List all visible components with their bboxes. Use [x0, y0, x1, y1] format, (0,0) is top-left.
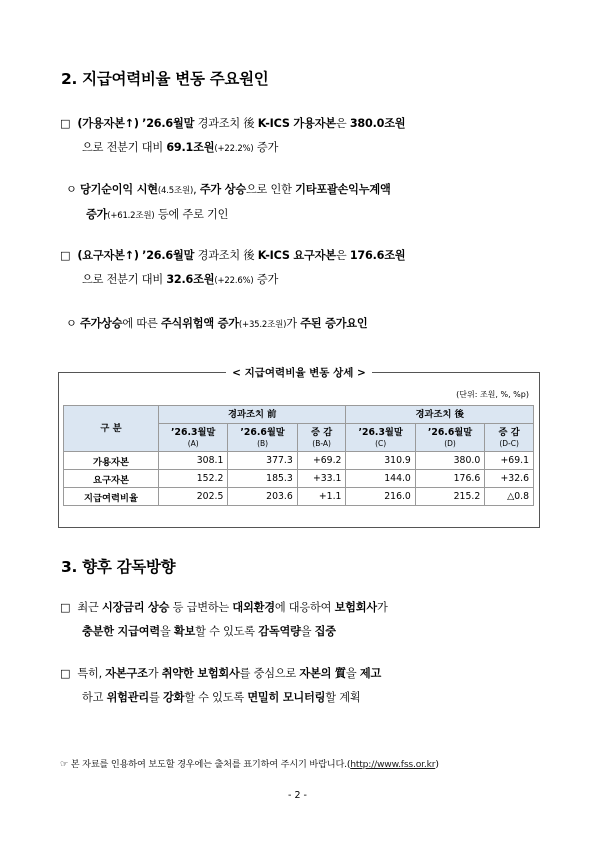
checkbox-bullet: □	[60, 601, 71, 614]
checkbox-bullet: □	[60, 249, 71, 262]
section-2-heading: 2. 지급여력비율 변동 주요원인	[61, 70, 269, 88]
supervision-paragraph-2: □ 특히, 자본구조가 취약한 보험회사를 중심으로 자본의 質을 제고 하고 위험관리를 강화할 수 있도록 면밀히 모니터링할 계획	[60, 662, 542, 710]
section-3-heading: 3. 향후 감독방향	[61, 558, 176, 576]
table-row: 지급여력비율 202.5 203.6 +1.1 216.0 215.2 △0.8	[64, 488, 534, 506]
available-capital-cause: ㅇ 당기순이익 시현(4.5조원), 주가 상승으로 인한 기타포괄손익누계액 증가(+61.2조원) 등에 주로 기인	[66, 183, 391, 221]
pointing-hand-icon: ☞	[60, 759, 69, 770]
row-header: 구 분	[64, 406, 159, 452]
col-header: ’26.3월말 (C)	[346, 424, 415, 452]
page-number: - 2 -	[288, 790, 307, 801]
required-capital-paragraph: □ (요구자본↑) ’26.6월말 경과조치 後 K-ICS 요구자본은 176.6조원 으로 전분기 대비 32.6조원(+22.6%) 증가	[60, 244, 542, 293]
table-row: 요구자본 152.2 185.3 +33.1 144.0 176.6 +32.6	[64, 470, 534, 488]
table-row: 가용자본 308.1 377.3 +69.2 310.9 380.0 +69.1	[64, 452, 534, 470]
unit-label: (단위: 조원, %, %p)	[456, 390, 529, 399]
col-header: 증 감 (D-C)	[485, 424, 534, 452]
solvency-detail-table-box	[58, 367, 540, 528]
citation-note: ☞ 본 자료를 인용하여 보도할 경우에는 출처를 표기하여 주시기 바랍니다.(http://www.fss.or.kr)	[60, 759, 439, 770]
required-capital-cause: ㅇ 주가상승에 따른 주식위험액 증가(+35.2조원)가 주된 증가요인	[66, 317, 368, 330]
col-header: ’26.3월말 (A)	[159, 424, 228, 452]
checkbox-bullet: □	[60, 667, 71, 680]
group-header-after: 경과조치 後	[346, 406, 534, 424]
circle-bullet: ㅇ	[66, 317, 77, 330]
checkbox-bullet: □	[60, 117, 71, 130]
circle-bullet: ㅇ	[66, 183, 77, 196]
table-title: < 지급여력비율 변동 상세 >	[59, 373, 539, 388]
col-header: 증 감 (B-A)	[297, 424, 346, 452]
col-header: ’26.6월말 (B)	[228, 424, 297, 452]
group-header-before: 경과조치 前	[159, 406, 346, 424]
fss-website-link[interactable]: http://www.fss.or.kr	[350, 759, 436, 770]
available-capital-paragraph: □ (가용자본↑) ’26.6월말 경과조치 後 K-ICS 가용자본은 380.0조원 으로 전분기 대비 69.1조원(+22.2%) 증가	[60, 112, 542, 161]
col-header: ’26.6월말 (D)	[415, 424, 484, 452]
supervision-paragraph-1: □ 최근 시장금리 상승 등 급변하는 대외환경에 대응하여 보험회사가 충분한 지급여력을 확보할 수 있도록 감독역량을 집중	[60, 596, 542, 644]
solvency-detail-table	[63, 405, 534, 506]
